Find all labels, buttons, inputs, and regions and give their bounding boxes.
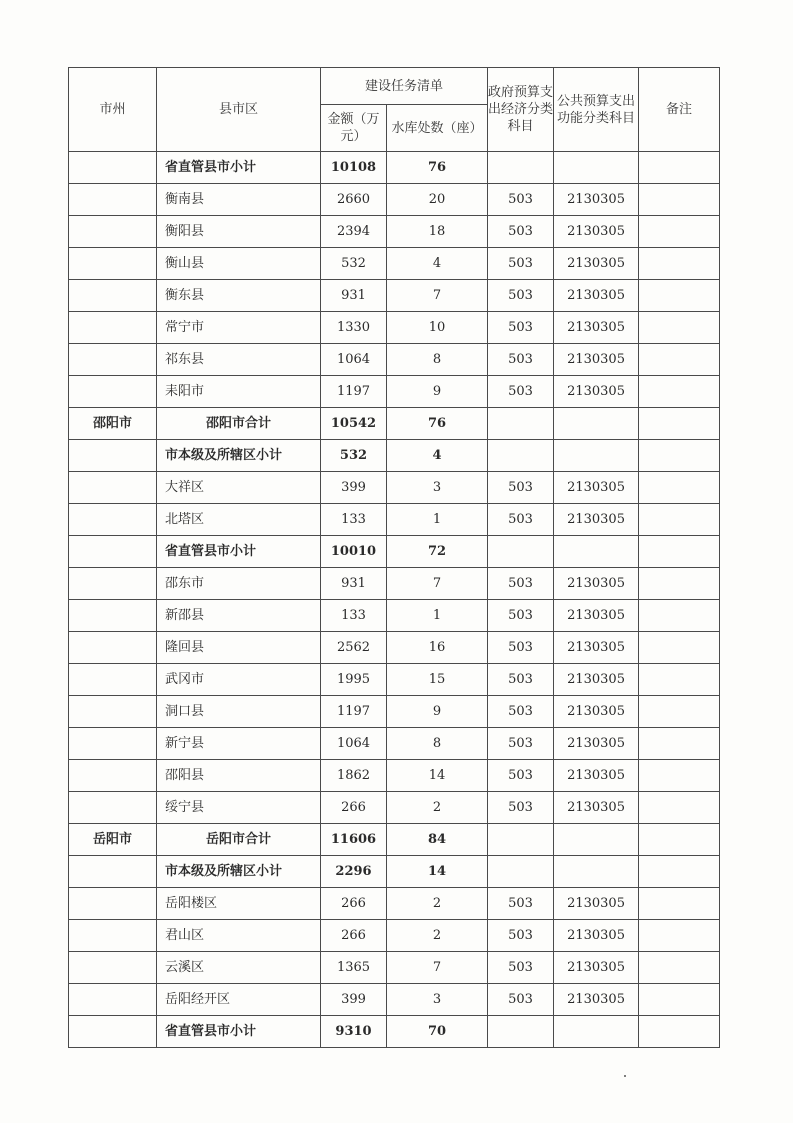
cell-count: 14 bbox=[387, 760, 488, 792]
cell-func-class: 2130305 bbox=[554, 504, 639, 536]
cell-amount: 266 bbox=[321, 920, 387, 952]
table-row bbox=[69, 184, 720, 216]
header-reservoirs: 水库处数（座） bbox=[387, 105, 488, 152]
cell-city bbox=[69, 280, 157, 312]
cell-county: 常宁市 bbox=[157, 312, 321, 344]
table-row bbox=[69, 568, 720, 600]
cell-remark bbox=[639, 312, 720, 344]
cell-count: 16 bbox=[387, 632, 488, 664]
cell-city bbox=[69, 344, 157, 376]
cell-econ-class: 503 bbox=[488, 792, 554, 824]
cell-remark bbox=[639, 280, 720, 312]
cell-city bbox=[69, 184, 157, 216]
cell-count: 2 bbox=[387, 920, 488, 952]
cell-amount: 1064 bbox=[321, 344, 387, 376]
header-task-list: 建设任务清单 bbox=[321, 68, 488, 105]
cell-func-class: 2130305 bbox=[554, 760, 639, 792]
cell-remark bbox=[639, 376, 720, 408]
cell-county: 衡东县 bbox=[157, 280, 321, 312]
table-row bbox=[69, 632, 720, 664]
cell-func-class: 2130305 bbox=[554, 728, 639, 760]
cell-remark bbox=[639, 664, 720, 696]
cell-city bbox=[69, 952, 157, 984]
cell-func-class: 2130305 bbox=[554, 216, 639, 248]
table-row bbox=[69, 824, 720, 856]
cell-func-class: 2130305 bbox=[554, 888, 639, 920]
cell-count: 20 bbox=[387, 184, 488, 216]
cell-amount: 532 bbox=[321, 440, 387, 472]
table-row bbox=[69, 760, 720, 792]
cell-func-class: 2130305 bbox=[554, 280, 639, 312]
header-city: 市州 bbox=[69, 68, 157, 152]
cell-func-class bbox=[554, 1016, 639, 1048]
cell-amount: 11606 bbox=[321, 824, 387, 856]
cell-func-class: 2130305 bbox=[554, 696, 639, 728]
cell-county: 祁东县 bbox=[157, 344, 321, 376]
cell-amount: 1330 bbox=[321, 312, 387, 344]
cell-count: 10 bbox=[387, 312, 488, 344]
cell-city bbox=[69, 568, 157, 600]
cell-count: 2 bbox=[387, 888, 488, 920]
cell-remark bbox=[639, 984, 720, 1016]
cell-city bbox=[69, 888, 157, 920]
cell-count: 14 bbox=[387, 856, 488, 888]
table-row bbox=[69, 408, 720, 440]
cell-count: 7 bbox=[387, 568, 488, 600]
table-row bbox=[69, 504, 720, 536]
cell-func-class: 2130305 bbox=[554, 952, 639, 984]
table-row bbox=[69, 984, 720, 1016]
cell-econ-class: 503 bbox=[488, 248, 554, 280]
cell-func-class: 2130305 bbox=[554, 920, 639, 952]
cell-count: 2 bbox=[387, 792, 488, 824]
cell-remark bbox=[639, 344, 720, 376]
cell-amount: 2296 bbox=[321, 856, 387, 888]
cell-count: 1 bbox=[387, 504, 488, 536]
cell-city bbox=[69, 152, 157, 184]
cell-count: 15 bbox=[387, 664, 488, 696]
cell-remark bbox=[639, 568, 720, 600]
cell-func-class: 2130305 bbox=[554, 600, 639, 632]
header-remark: 备注 bbox=[639, 68, 720, 152]
cell-remark bbox=[639, 760, 720, 792]
table-row bbox=[69, 312, 720, 344]
cell-amount: 9310 bbox=[321, 1016, 387, 1048]
cell-amount: 266 bbox=[321, 792, 387, 824]
cell-amount: 133 bbox=[321, 600, 387, 632]
cell-amount: 10108 bbox=[321, 152, 387, 184]
cell-econ-class: 503 bbox=[488, 216, 554, 248]
cell-city bbox=[69, 536, 157, 568]
cell-count: 18 bbox=[387, 216, 488, 248]
cell-county: 君山区 bbox=[157, 920, 321, 952]
cell-remark bbox=[639, 824, 720, 856]
cell-econ-class: 503 bbox=[488, 312, 554, 344]
cell-econ-class: 503 bbox=[488, 920, 554, 952]
header-amount: 金额（万元） bbox=[321, 105, 387, 152]
cell-county: 云溪区 bbox=[157, 952, 321, 984]
cell-econ-class: 503 bbox=[488, 728, 554, 760]
cell-amount: 1365 bbox=[321, 952, 387, 984]
cell-county: 衡南县 bbox=[157, 184, 321, 216]
cell-county: 市本级及所辖区小计 bbox=[157, 440, 321, 472]
cell-count: 7 bbox=[387, 280, 488, 312]
cell-remark bbox=[639, 856, 720, 888]
cell-econ-class bbox=[488, 856, 554, 888]
reservoir-task-table bbox=[68, 67, 720, 1048]
table-row bbox=[69, 728, 720, 760]
cell-econ-class: 503 bbox=[488, 632, 554, 664]
cell-amount: 399 bbox=[321, 984, 387, 1016]
cell-county: 市本级及所辖区小计 bbox=[157, 856, 321, 888]
cell-county: 邵东市 bbox=[157, 568, 321, 600]
cell-county: 武冈市 bbox=[157, 664, 321, 696]
cell-remark bbox=[639, 600, 720, 632]
table-row bbox=[69, 888, 720, 920]
cell-city bbox=[69, 856, 157, 888]
cell-county: 新宁县 bbox=[157, 728, 321, 760]
table-row bbox=[69, 280, 720, 312]
cell-remark bbox=[639, 952, 720, 984]
cell-county: 省直管县市小计 bbox=[157, 536, 321, 568]
cell-remark bbox=[639, 184, 720, 216]
table-row bbox=[69, 344, 720, 376]
cell-econ-class: 503 bbox=[488, 760, 554, 792]
cell-func-class: 2130305 bbox=[554, 344, 639, 376]
cell-county: 隆回县 bbox=[157, 632, 321, 664]
cell-amount: 1995 bbox=[321, 664, 387, 696]
cell-amount: 266 bbox=[321, 888, 387, 920]
cell-amount: 1064 bbox=[321, 728, 387, 760]
cell-amount: 133 bbox=[321, 504, 387, 536]
cell-remark bbox=[639, 248, 720, 280]
cell-count: 7 bbox=[387, 952, 488, 984]
header-econ-class: 政府预算支出经济分类科目 bbox=[488, 68, 554, 152]
cell-econ-class: 503 bbox=[488, 984, 554, 1016]
cell-county: 衡山县 bbox=[157, 248, 321, 280]
cell-county: 省直管县市小计 bbox=[157, 152, 321, 184]
cell-county: 岳阳楼区 bbox=[157, 888, 321, 920]
cell-city bbox=[69, 600, 157, 632]
cell-amount: 1862 bbox=[321, 760, 387, 792]
cell-county: 衡阳县 bbox=[157, 216, 321, 248]
cell-remark bbox=[639, 216, 720, 248]
cell-remark bbox=[639, 440, 720, 472]
cell-econ-class: 503 bbox=[488, 568, 554, 600]
cell-amount: 931 bbox=[321, 568, 387, 600]
cell-econ-class: 503 bbox=[488, 344, 554, 376]
table-row bbox=[69, 1016, 720, 1048]
cell-econ-class: 503 bbox=[488, 600, 554, 632]
header-func-class: 公共预算支出功能分类科目 bbox=[554, 68, 639, 152]
cell-func-class bbox=[554, 152, 639, 184]
cell-city bbox=[69, 440, 157, 472]
table-row bbox=[69, 600, 720, 632]
cell-city bbox=[69, 312, 157, 344]
cell-func-class: 2130305 bbox=[554, 312, 639, 344]
cell-remark bbox=[639, 696, 720, 728]
cell-remark bbox=[639, 408, 720, 440]
cell-city bbox=[69, 632, 157, 664]
cell-econ-class: 503 bbox=[488, 952, 554, 984]
cell-count: 70 bbox=[387, 1016, 488, 1048]
cell-count: 3 bbox=[387, 984, 488, 1016]
cell-city bbox=[69, 376, 157, 408]
table-row bbox=[69, 440, 720, 472]
table-row bbox=[69, 152, 720, 184]
cell-county: 大祥区 bbox=[157, 472, 321, 504]
cell-county: 耒阳市 bbox=[157, 376, 321, 408]
table-row bbox=[69, 248, 720, 280]
cell-econ-class: 503 bbox=[488, 376, 554, 408]
cell-city bbox=[69, 1016, 157, 1048]
cell-func-class: 2130305 bbox=[554, 184, 639, 216]
cell-city bbox=[69, 984, 157, 1016]
table-row bbox=[69, 696, 720, 728]
cell-remark bbox=[639, 1016, 720, 1048]
table-row bbox=[69, 856, 720, 888]
cell-amount: 399 bbox=[321, 472, 387, 504]
cell-econ-class bbox=[488, 824, 554, 856]
cell-func-class: 2130305 bbox=[554, 664, 639, 696]
cell-count: 76 bbox=[387, 152, 488, 184]
cell-city bbox=[69, 248, 157, 280]
cell-econ-class: 503 bbox=[488, 184, 554, 216]
cell-amount: 10010 bbox=[321, 536, 387, 568]
cell-county: 岳阳市合计 bbox=[157, 824, 321, 856]
cell-count: 72 bbox=[387, 536, 488, 568]
cell-county: 岳阳经开区 bbox=[157, 984, 321, 1016]
cell-city: 邵阳市 bbox=[69, 408, 157, 440]
cell-econ-class bbox=[488, 152, 554, 184]
cell-econ-class bbox=[488, 1016, 554, 1048]
cell-func-class: 2130305 bbox=[554, 792, 639, 824]
cell-city bbox=[69, 728, 157, 760]
cell-remark bbox=[639, 472, 720, 504]
cell-city bbox=[69, 504, 157, 536]
cell-count: 9 bbox=[387, 376, 488, 408]
cell-city bbox=[69, 664, 157, 696]
cell-county: 邵阳市合计 bbox=[157, 408, 321, 440]
cell-city bbox=[69, 760, 157, 792]
cell-city bbox=[69, 472, 157, 504]
cell-remark bbox=[639, 728, 720, 760]
cell-func-class: 2130305 bbox=[554, 376, 639, 408]
cell-city bbox=[69, 696, 157, 728]
table-row bbox=[69, 952, 720, 984]
cell-func-class bbox=[554, 408, 639, 440]
cell-econ-class bbox=[488, 408, 554, 440]
cell-city bbox=[69, 216, 157, 248]
cell-econ-class bbox=[488, 536, 554, 568]
cell-city: 岳阳市 bbox=[69, 824, 157, 856]
cell-county: 新邵县 bbox=[157, 600, 321, 632]
cell-func-class: 2130305 bbox=[554, 472, 639, 504]
cell-count: 4 bbox=[387, 248, 488, 280]
cell-remark bbox=[639, 632, 720, 664]
cell-remark bbox=[639, 152, 720, 184]
cell-amount: 2562 bbox=[321, 632, 387, 664]
cell-county: 绥宁县 bbox=[157, 792, 321, 824]
cell-econ-class: 503 bbox=[488, 472, 554, 504]
cell-func-class: 2130305 bbox=[554, 248, 639, 280]
table-row bbox=[69, 664, 720, 696]
table-row bbox=[69, 216, 720, 248]
cell-count: 3 bbox=[387, 472, 488, 504]
cell-amount: 2660 bbox=[321, 184, 387, 216]
cell-func-class: 2130305 bbox=[554, 568, 639, 600]
cell-city bbox=[69, 920, 157, 952]
table-body bbox=[69, 152, 720, 1048]
cell-count: 8 bbox=[387, 728, 488, 760]
cell-amount: 2394 bbox=[321, 216, 387, 248]
cell-count: 9 bbox=[387, 696, 488, 728]
cell-econ-class: 503 bbox=[488, 504, 554, 536]
cell-county: 邵阳县 bbox=[157, 760, 321, 792]
cell-econ-class bbox=[488, 440, 554, 472]
cell-county: 省直管县市小计 bbox=[157, 1016, 321, 1048]
scan-speck bbox=[624, 1075, 626, 1077]
cell-count: 84 bbox=[387, 824, 488, 856]
cell-county: 洞口县 bbox=[157, 696, 321, 728]
table-row bbox=[69, 472, 720, 504]
cell-amount: 532 bbox=[321, 248, 387, 280]
cell-func-class: 2130305 bbox=[554, 632, 639, 664]
table-row bbox=[69, 920, 720, 952]
cell-remark bbox=[639, 792, 720, 824]
header-county: 县市区 bbox=[157, 68, 321, 152]
table-row bbox=[69, 376, 720, 408]
cell-count: 8 bbox=[387, 344, 488, 376]
cell-econ-class: 503 bbox=[488, 696, 554, 728]
cell-count: 4 bbox=[387, 440, 488, 472]
cell-econ-class: 503 bbox=[488, 280, 554, 312]
cell-remark bbox=[639, 536, 720, 568]
cell-count: 1 bbox=[387, 600, 488, 632]
cell-amount: 10542 bbox=[321, 408, 387, 440]
table-row bbox=[69, 792, 720, 824]
cell-remark bbox=[639, 920, 720, 952]
cell-func-class bbox=[554, 440, 639, 472]
cell-amount: 1197 bbox=[321, 376, 387, 408]
cell-func-class bbox=[554, 536, 639, 568]
cell-amount: 1197 bbox=[321, 696, 387, 728]
cell-amount: 931 bbox=[321, 280, 387, 312]
cell-func-class bbox=[554, 856, 639, 888]
cell-county: 北塔区 bbox=[157, 504, 321, 536]
cell-econ-class: 503 bbox=[488, 664, 554, 696]
cell-remark bbox=[639, 888, 720, 920]
cell-func-class: 2130305 bbox=[554, 984, 639, 1016]
table-row bbox=[69, 536, 720, 568]
cell-city bbox=[69, 792, 157, 824]
cell-econ-class: 503 bbox=[488, 888, 554, 920]
cell-func-class bbox=[554, 824, 639, 856]
cell-remark bbox=[639, 504, 720, 536]
cell-count: 76 bbox=[387, 408, 488, 440]
